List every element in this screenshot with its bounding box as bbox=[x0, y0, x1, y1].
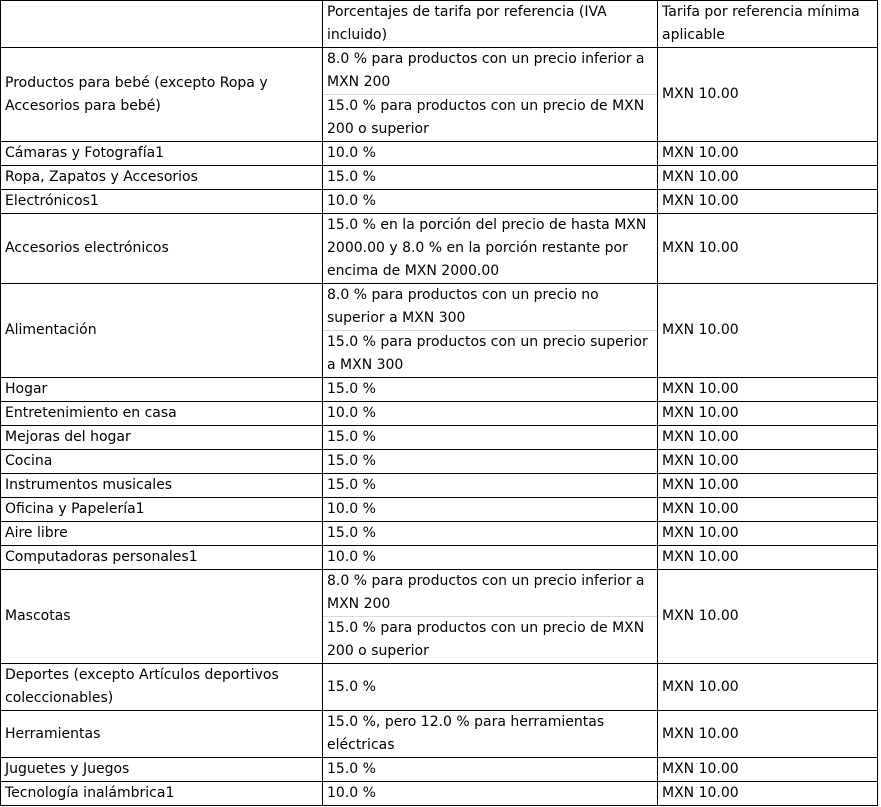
category-cell: Tecnología inalámbrica1 bbox=[1, 782, 323, 806]
category-cell: Accesorios electrónicos bbox=[1, 214, 323, 284]
minimum-fee-cell: MXN 10.00 bbox=[658, 190, 878, 214]
minimum-fee-cell: MXN 10.00 bbox=[658, 166, 878, 190]
minimum-fee-cell: MXN 10.00 bbox=[658, 450, 878, 474]
minimum-fee-cell: MXN 10.00 bbox=[658, 48, 878, 142]
category-cell: Aire libre bbox=[1, 522, 323, 546]
minimum-fee-cell: MXN 10.00 bbox=[658, 474, 878, 498]
category-cell: Oficina y Papelería1 bbox=[1, 498, 323, 522]
fee-percentage-cell: 10.0 % bbox=[323, 402, 658, 426]
category-cell: Herramientas bbox=[1, 711, 323, 758]
table-row bbox=[1, 48, 878, 142]
fee-percentage-cell: 15.0 % bbox=[323, 378, 658, 402]
table-row bbox=[1, 426, 878, 450]
table-row bbox=[1, 758, 878, 782]
minimum-fee-cell: MXN 10.00 bbox=[658, 402, 878, 426]
fee-percentage-cell bbox=[323, 284, 658, 378]
fee-tier: 8.0 % para productos con un precio inferior a MXN 200 bbox=[327, 573, 645, 612]
table-row bbox=[1, 402, 878, 426]
minimum-fee-cell: MXN 10.00 bbox=[658, 711, 878, 758]
fee-tier: 8.0 % para productos con un precio inferior a MXN 200 bbox=[327, 51, 645, 90]
minimum-fee-cell: MXN 10.00 bbox=[658, 284, 878, 378]
minimum-fee-cell: MXN 10.00 bbox=[658, 546, 878, 570]
table-row bbox=[1, 711, 878, 758]
minimum-fee-cell: MXN 10.00 bbox=[658, 570, 878, 664]
fee-percentage-cell: 15.0 % bbox=[323, 426, 658, 450]
fee-percentage-cell bbox=[323, 570, 658, 664]
category-cell: Deportes (excepto Artículos deportivos coleccionables) bbox=[1, 664, 323, 711]
header-fee-percentage: Porcentajes de tarifa por referencia (IVA incluido) bbox=[323, 1, 658, 48]
fee-percentage-cell: 15.0 % bbox=[323, 522, 658, 546]
fee-percentage-cell: 10.0 % bbox=[323, 142, 658, 166]
table-row bbox=[1, 498, 878, 522]
header-category bbox=[1, 1, 323, 48]
table-row bbox=[1, 166, 878, 190]
fee-tier: 15.0 % para productos con un precio de MXN 200 o superior bbox=[323, 616, 657, 663]
table-row bbox=[1, 378, 878, 402]
table-row bbox=[1, 570, 878, 664]
table-row bbox=[1, 546, 878, 570]
minimum-fee-cell: MXN 10.00 bbox=[658, 664, 878, 711]
minimum-fee-cell: MXN 10.00 bbox=[658, 522, 878, 546]
fee-percentage-cell: 10.0 % bbox=[323, 546, 658, 570]
header-minimum-fee: Tarifa por referencia mínima aplicable bbox=[658, 1, 878, 48]
fee-percentage-cell: 15.0 %, pero 12.0 % para herramientas eléctricas bbox=[323, 711, 658, 758]
category-cell: Alimentación bbox=[1, 284, 323, 378]
category-cell: Juguetes y Juegos bbox=[1, 758, 323, 782]
category-cell: Cocina bbox=[1, 450, 323, 474]
fee-percentage-cell: 15.0 % bbox=[323, 758, 658, 782]
fee-percentage-cell: 10.0 % bbox=[323, 190, 658, 214]
table-row bbox=[1, 214, 878, 284]
fee-percentage-cell bbox=[323, 48, 658, 142]
minimum-fee-cell: MXN 10.00 bbox=[658, 142, 878, 166]
category-cell: Cámaras y Fotografía1 bbox=[1, 142, 323, 166]
header-row bbox=[1, 1, 878, 48]
fee-tier: 15.0 % para productos con un precio de MXN 200 o superior bbox=[323, 94, 657, 141]
minimum-fee-cell: MXN 10.00 bbox=[658, 426, 878, 450]
fee-percentage-cell: 15.0 % bbox=[323, 474, 658, 498]
fee-percentage-cell: 10.0 % bbox=[323, 498, 658, 522]
category-cell: Productos para bebé (excepto Ropa y Accesorios para bebé) bbox=[1, 48, 323, 142]
fee-percentage-cell: 15.0 % bbox=[323, 166, 658, 190]
category-cell: Entretenimiento en casa bbox=[1, 402, 323, 426]
table-row bbox=[1, 522, 878, 546]
category-cell: Hogar bbox=[1, 378, 323, 402]
minimum-fee-cell: MXN 10.00 bbox=[658, 378, 878, 402]
category-cell: Mejoras del hogar bbox=[1, 426, 323, 450]
table-row bbox=[1, 284, 878, 378]
table-row bbox=[1, 474, 878, 498]
category-cell: Mascotas bbox=[1, 570, 323, 664]
fee-tier: 8.0 % para productos con un precio no superior a MXN 300 bbox=[327, 287, 599, 326]
table-row bbox=[1, 782, 878, 806]
fee-percentage-cell: 10.0 % bbox=[323, 782, 658, 806]
minimum-fee-cell: MXN 10.00 bbox=[658, 782, 878, 806]
fee-percentage-cell: 15.0 % bbox=[323, 664, 658, 711]
category-cell: Computadoras personales1 bbox=[1, 546, 323, 570]
category-cell: Ropa, Zapatos y Accesorios bbox=[1, 166, 323, 190]
table-row bbox=[1, 142, 878, 166]
fee-tier: 15.0 % para productos con un precio superior a MXN 300 bbox=[323, 330, 657, 377]
table-row bbox=[1, 190, 878, 214]
fee-percentage-cell: 15.0 % en la porción del precio de hasta MXN 2000.00 y 8.0 % en la porción restante por encima de MXN 2000.00 bbox=[323, 214, 658, 284]
category-cell: Electrónicos1 bbox=[1, 190, 323, 214]
table-row bbox=[1, 450, 878, 474]
table-body bbox=[1, 1, 878, 806]
table-row bbox=[1, 664, 878, 711]
fee-percentage-cell: 15.0 % bbox=[323, 450, 658, 474]
minimum-fee-cell: MXN 10.00 bbox=[658, 214, 878, 284]
minimum-fee-cell: MXN 10.00 bbox=[658, 758, 878, 782]
minimum-fee-cell: MXN 10.00 bbox=[658, 498, 878, 522]
category-cell: Instrumentos musicales bbox=[1, 474, 323, 498]
